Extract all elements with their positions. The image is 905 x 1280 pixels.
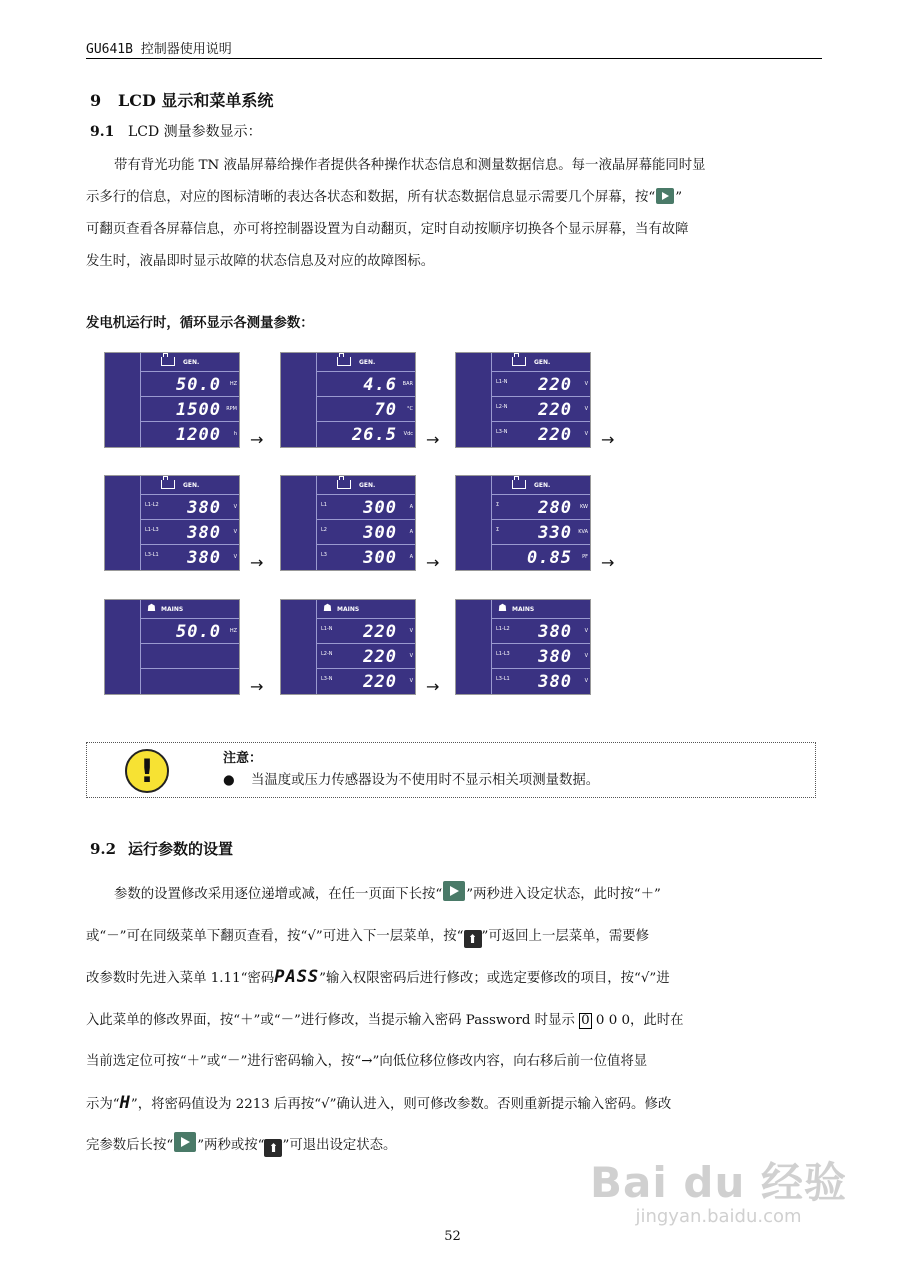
page-header	[86, 36, 822, 59]
mains-icon: ☗	[147, 603, 156, 614]
back-button-icon: ⬆	[264, 1139, 282, 1157]
generator-icon	[512, 480, 526, 489]
lcd-row-unit: A	[409, 529, 413, 535]
lcd-row	[492, 669, 590, 694]
lcd-row-value: 220	[363, 672, 397, 692]
lcd-head: GEN.	[534, 482, 551, 489]
lcd-header-row	[492, 476, 590, 495]
lcd-row-value: 70	[374, 400, 397, 420]
watermark	[590, 1150, 847, 1227]
lcd-row	[141, 619, 239, 644]
password-digit-box: 0	[581, 1012, 590, 1028]
text-line	[86, 874, 821, 916]
text-line	[86, 1083, 821, 1126]
lcd-row-value: 380	[187, 523, 221, 543]
text-run: 示多行的信息，对应的图标清晰的表达各状态和数据，所有状态数据信息显示需要几个屏幕，按“	[86, 190, 656, 205]
lcd-row-value: 380	[538, 672, 572, 692]
lcd-row-value: 1200	[176, 425, 221, 445]
lcd-row-label: L1-L3	[496, 651, 510, 657]
lcd-row-value: 380	[538, 647, 572, 667]
lcd-row-unit: A	[409, 504, 413, 510]
lcd-head: MAINS	[161, 606, 184, 613]
generator-icon	[337, 357, 351, 366]
lcd-row-value: 0.85	[527, 548, 572, 568]
mains-icon: ☗	[498, 603, 507, 614]
text-run: 改参数时先进入菜单 1.11“密码	[86, 971, 275, 986]
warning-icon: !	[125, 749, 169, 793]
lcd-row-unit: V	[409, 678, 413, 684]
lcd-row-value: 280	[538, 498, 572, 518]
lcd-row-value: 50.0	[176, 375, 221, 395]
lcd-left-panel	[281, 476, 317, 570]
text-run: 或“－”可在同级菜单下翻页查看，按“√”可进入下一层菜单，按“	[86, 928, 464, 944]
section-number: 9.2	[90, 840, 117, 858]
lcd-row	[317, 669, 415, 694]
lcd-row-unit: V	[233, 529, 237, 535]
lcd-row-unit: V	[584, 406, 588, 412]
lcd-left-panel	[456, 353, 492, 447]
arrow-icon: →	[250, 677, 264, 696]
mains-icon: ☗	[323, 603, 332, 614]
lcd-row-label: L1	[321, 502, 327, 508]
lcd-row	[141, 669, 239, 694]
lcd-row-value: 220	[363, 647, 397, 667]
section-9-heading	[90, 88, 273, 111]
lcd-header-row	[141, 600, 239, 619]
arrow-icon: →	[601, 553, 615, 572]
text-run: 参数的设置修改采用逐位递增或减，在任一页面下长按“	[114, 887, 443, 902]
back-button-icon: ⬆	[464, 930, 482, 948]
lcd-row	[492, 422, 590, 447]
lcd-row-unit: V	[233, 504, 237, 510]
lcd-row	[141, 545, 239, 570]
lcd-row	[492, 619, 590, 644]
lcd-row-label: L1-N	[321, 626, 333, 632]
lcd-row-unit: KVA	[578, 529, 588, 535]
lcd-row-value: 1500	[176, 400, 221, 420]
section-title: 运行参数的设置	[128, 840, 234, 858]
lcd-row	[492, 520, 590, 545]
lcd-header-row	[492, 600, 590, 619]
lcd-row-value: 380	[187, 498, 221, 518]
note-text: 当温度或压力传感器设为不使用时不显示相关项测量数据。	[251, 773, 600, 788]
lcd-row-value: 300	[363, 548, 397, 568]
lcd-head: GEN.	[183, 359, 200, 366]
lcd-row-unit: V	[409, 628, 413, 634]
lcd-row-unit: V	[584, 678, 588, 684]
text-line	[86, 916, 821, 958]
lcd-head: MAINS	[512, 606, 535, 613]
lcd-left-panel	[456, 600, 492, 694]
lcd-row-value: 380	[187, 548, 221, 568]
lcd-screen	[455, 475, 591, 571]
paragraph-lcd-intro	[86, 150, 821, 278]
section-title: LCD 测量参数显示：	[128, 124, 262, 140]
lcd-row-unit: KW	[579, 504, 588, 510]
page-number: 52	[444, 1229, 461, 1244]
lcd-left-panel	[281, 600, 317, 694]
lcd-row-value: 50.0	[176, 622, 221, 642]
lcd-left-panel	[456, 476, 492, 570]
text-line	[86, 957, 821, 1000]
arrow-icon: →	[426, 677, 440, 696]
subtitle: 发电机运行时，循环显示各测量参数：	[86, 315, 314, 331]
lcd-header-row	[141, 476, 239, 495]
lcd-head: GEN.	[359, 359, 376, 366]
play-button-icon	[443, 881, 465, 901]
lcd-row-value: 220	[538, 400, 572, 420]
lcd-row-value: 220	[538, 375, 572, 395]
lcd-row-value: 380	[538, 622, 572, 642]
lcd-row-label: L1-N	[496, 379, 508, 385]
note-title: 注意：	[223, 751, 263, 766]
watermark-brand: Bai du 经验	[590, 1158, 847, 1207]
lcd-row-value: 220	[363, 622, 397, 642]
generator-icon	[512, 357, 526, 366]
lcd-screen	[104, 352, 240, 448]
lcd-row-label: L1-L2	[496, 626, 510, 632]
text-run: ”两秒或按“	[197, 1138, 265, 1153]
text-line: 可翻页查看各屏幕信息，亦可将控制器设置为自动翻页，定时自动按顺序切换各个显示屏幕，当有故障	[86, 222, 689, 237]
lcd-row-unit: HZ	[229, 381, 237, 387]
seg-display-h: H	[119, 1092, 131, 1113]
lcd-left-panel	[281, 353, 317, 447]
play-button-icon	[174, 1132, 196, 1152]
text-line: 带有背光功能 TN 液晶屏幕给操作者提供各种操作状态信息和测量数据信息。每一液晶屏幕能同时显	[114, 158, 706, 173]
lcd-left-panel	[105, 476, 141, 570]
text-run: ”输入权限密码后进行修改；或选定要修改的项目，按“√”进	[319, 971, 670, 986]
lcd-header-row	[317, 353, 415, 372]
lcd-row-value: 300	[363, 498, 397, 518]
lcd-screen	[280, 599, 416, 695]
lcd-row-value: 330	[538, 523, 572, 543]
lcd-row	[141, 422, 239, 447]
text-run: 完参数后长按“	[86, 1138, 174, 1153]
text-run: 入此菜单的修改界面，按“＋”或“－”进行修改，当提示输入密码 Password 时显示	[86, 1012, 575, 1028]
lcd-row	[317, 619, 415, 644]
lcd-row-label: L2-N	[321, 651, 333, 657]
lcd-row-label: L1-L2	[145, 502, 159, 508]
lcd-row-label: Σ	[496, 527, 500, 533]
text-line: 发生时，液晶即时显示故障的状态信息及对应的故障图标。	[86, 254, 435, 269]
text-run: 0 0 0，此时在	[595, 1012, 684, 1028]
lcd-row-unit: RPM	[226, 406, 237, 412]
lcd-row-unit: h	[233, 431, 237, 437]
lcd-screen	[280, 475, 416, 571]
lcd-row	[141, 520, 239, 545]
generator-icon	[161, 357, 175, 366]
arrow-icon: →	[426, 430, 440, 449]
text-run: ”	[675, 190, 683, 205]
lcd-header-row	[141, 353, 239, 372]
generator-icon	[337, 480, 351, 489]
text-line: 当前选定位可按“＋”或“－”进行密码输入，按“→”向低位移位修改内容，向右移后前一位值将显	[86, 1054, 648, 1069]
lcd-row	[317, 545, 415, 570]
lcd-row	[317, 397, 415, 422]
text-run: 示为“	[86, 1096, 120, 1112]
text-run: ”可退出设定状态。	[282, 1138, 397, 1153]
lcd-row-unit: V	[584, 653, 588, 659]
lcd-row	[317, 520, 415, 545]
text-run: ”两秒进入设定状态，此时按“＋”	[466, 887, 661, 902]
lcd-head: GEN.	[183, 482, 200, 489]
lcd-row-unit: V	[584, 381, 588, 387]
bullet-icon: ●	[223, 773, 235, 788]
text-line	[86, 1000, 821, 1042]
lcd-row-label: L3-N	[496, 429, 508, 435]
lcd-row-unit: BAR	[402, 381, 413, 387]
lcd-row	[492, 495, 590, 520]
watermark-url: jingyan.baidu.com	[635, 1206, 802, 1227]
lcd-row-unit: HZ	[229, 628, 237, 634]
lcd-row-unit: V	[233, 554, 237, 560]
lcd-row-unit: V	[584, 431, 588, 437]
lcd-left-panel	[105, 353, 141, 447]
lcd-header-row	[317, 476, 415, 495]
header-title: GU641B 控制器使用说明	[86, 42, 232, 57]
lcd-row-label: Σ	[496, 502, 500, 508]
paragraph-settings	[86, 874, 821, 1167]
generator-icon	[161, 480, 175, 489]
lcd-row-label: L3-L1	[145, 552, 159, 558]
lcd-row-unit: PF	[582, 554, 588, 560]
lcd-screen	[104, 475, 240, 571]
arrow-icon: →	[426, 553, 440, 572]
lcd-row-unit: V	[409, 653, 413, 659]
note-item	[223, 769, 599, 788]
lcd-row	[492, 397, 590, 422]
lcd-row-label: L2-N	[496, 404, 508, 410]
lcd-row-unit: A	[409, 554, 413, 560]
lcd-row-value: 220	[538, 425, 572, 445]
lcd-row-unit: Vdc	[403, 431, 413, 437]
section-title: LCD 显示和菜单系统	[118, 91, 274, 110]
lcd-row	[141, 397, 239, 422]
lcd-screen	[104, 599, 240, 695]
section-9-2-heading	[90, 838, 233, 859]
lcd-row	[492, 545, 590, 570]
note-box	[86, 742, 816, 798]
arrow-icon: →	[601, 430, 615, 449]
lcd-row	[317, 422, 415, 447]
section-9-1-heading	[90, 121, 262, 141]
lcd-head: GEN.	[534, 359, 551, 366]
lcd-row-value: 26.5	[352, 425, 397, 445]
lcd-row-label: L3-L1	[496, 676, 510, 682]
lcd-row-label: L1-L3	[145, 527, 159, 533]
lcd-row-label: L2	[321, 527, 327, 533]
lcd-row	[317, 495, 415, 520]
text-run: ”可返回上一层菜单，需要修	[481, 928, 650, 944]
text-line	[86, 182, 821, 214]
lcd-screen	[280, 352, 416, 448]
lcd-row-label: L3	[321, 552, 327, 558]
section-number: 9.1	[90, 124, 115, 140]
lcd-row	[492, 372, 590, 397]
lcd-row	[141, 495, 239, 520]
lcd-header-row	[492, 353, 590, 372]
lcd-head: GEN.	[359, 482, 376, 489]
lcd-row	[141, 644, 239, 669]
arrow-icon: →	[250, 553, 264, 572]
lcd-row-value: 4.6	[363, 375, 397, 395]
section-number: 9	[90, 91, 102, 110]
lcd-left-panel	[105, 600, 141, 694]
lcd-row-unit: °C	[407, 406, 413, 412]
lcd-row	[141, 372, 239, 397]
text-run: ”，将密码值设为 2213 后再按“√”确认进入，则可修改参数。否则重新提示输入密码。修改	[130, 1096, 672, 1112]
lcd-screen	[455, 352, 591, 448]
play-button-icon	[656, 188, 674, 204]
lcd-head: MAINS	[337, 606, 360, 613]
lcd-row	[492, 644, 590, 669]
lcd-row-value: 300	[363, 523, 397, 543]
seg-display-pass: PASS	[274, 967, 320, 987]
lcd-row	[317, 644, 415, 669]
arrow-icon: →	[250, 430, 264, 449]
lcd-row-label: L3-N	[321, 676, 333, 682]
lcd-screen	[455, 599, 591, 695]
lcd-row	[317, 372, 415, 397]
lcd-row-unit: V	[584, 628, 588, 634]
lcd-header-row	[317, 600, 415, 619]
